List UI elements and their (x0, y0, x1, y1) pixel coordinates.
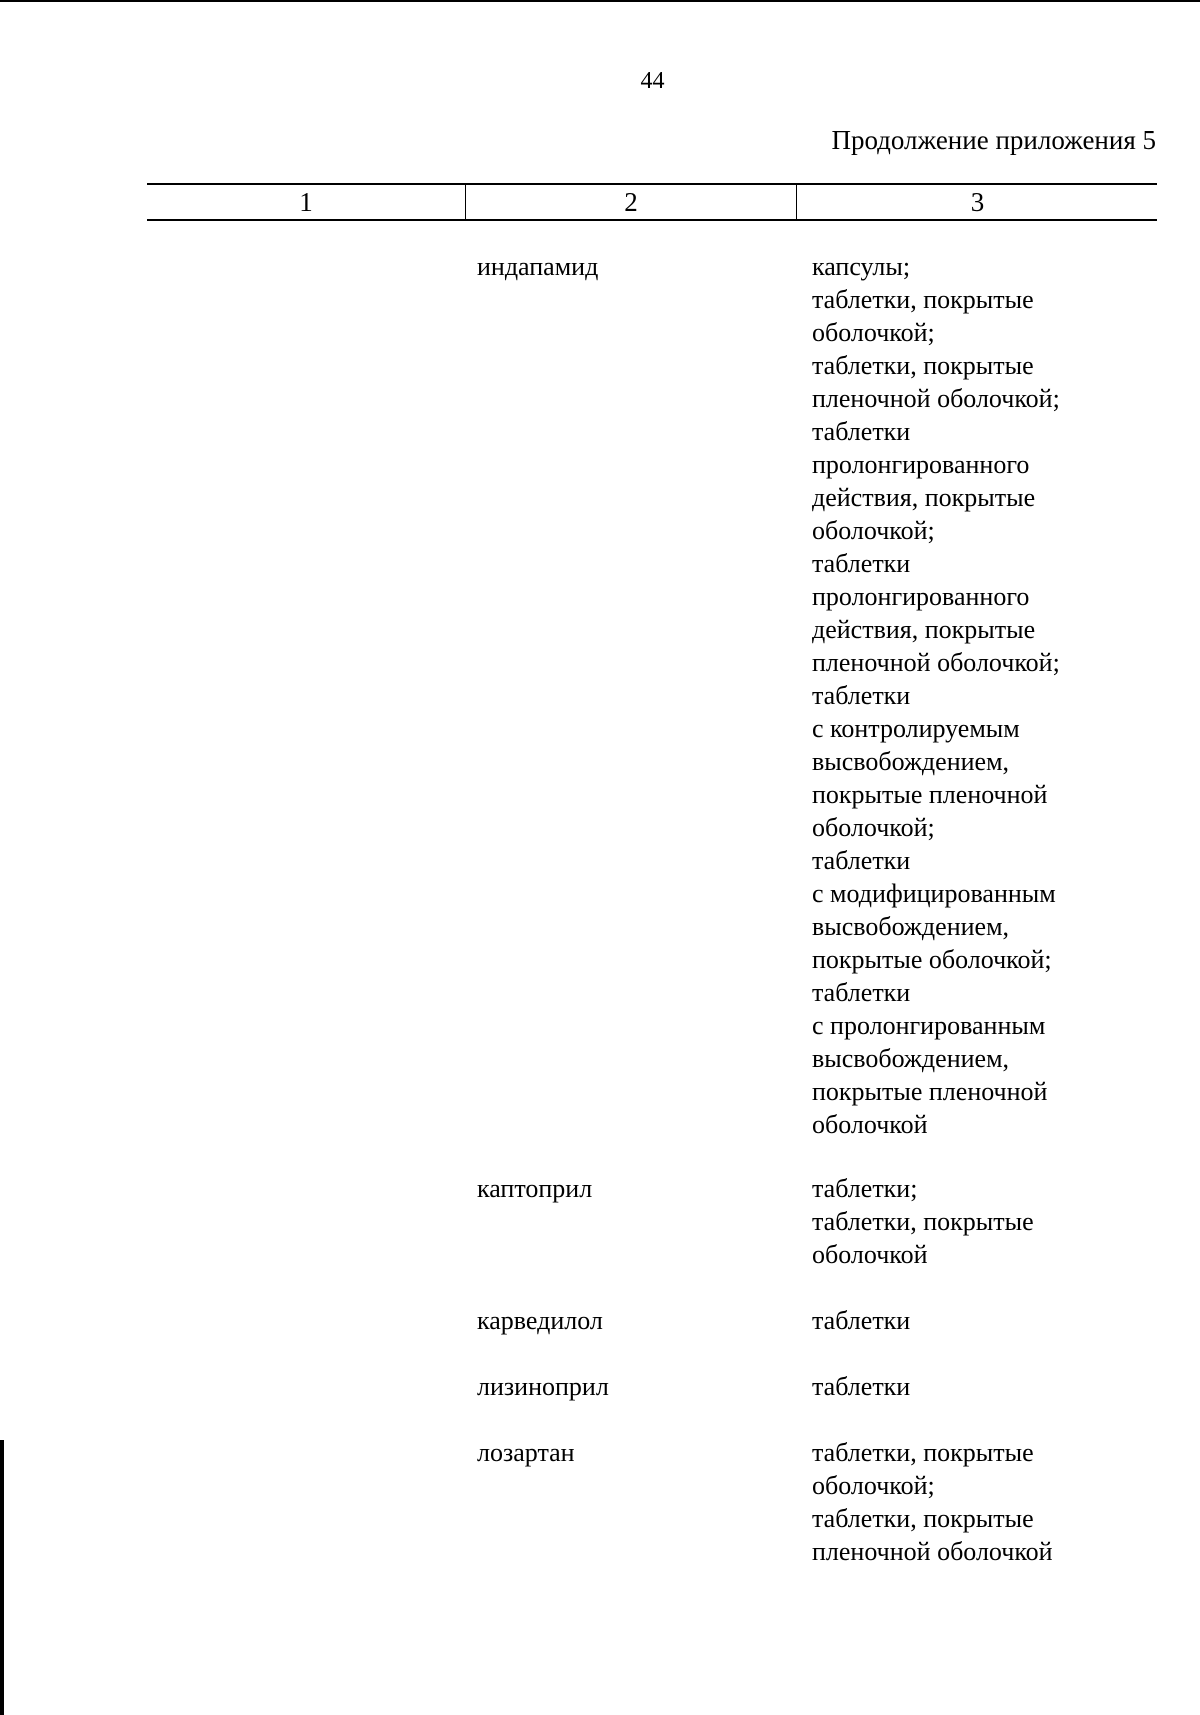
scan-edge-left (0, 1440, 4, 1715)
table-header-column-3: 3 (796, 185, 1158, 219)
drug-forms: таблетки, покрытые оболочкой; таблетки, покрытые пленочной оболочкой (812, 1438, 1053, 1566)
table-header-column-2: 2 (465, 185, 796, 219)
drug-forms: таблетки; таблетки, покрытые оболочкой (812, 1174, 1034, 1269)
drug-name: лозартан (477, 1438, 575, 1467)
drug-name: лизиноприл (477, 1372, 609, 1401)
drug-forms: таблетки (812, 1372, 911, 1401)
drug-name: карведилол (477, 1306, 603, 1335)
drug-name: каптоприл (477, 1174, 593, 1203)
table-header-column-1: 1 (299, 187, 313, 217)
drug-name: индапамид (477, 252, 599, 281)
drug-forms: таблетки (812, 1306, 911, 1335)
appendix-continuation-note: Продолжение приложения 5 (831, 125, 1156, 155)
drug-forms: капсулы; таблетки, покрытые оболочкой; таблетки, покрытые пленочной оболочкой; таблетки пролонгированного действия, покрытые оболочкой; таблетки пролонгированного действия, покрытые пленочной оболочкой; таблетки с контролируемым высвобождением, покрытые пленочной оболочкой; таблетки с модифицированным высвобождением, покрытые оболочкой; таблетки с пролонгированным высвобождением, покрытые пленочной оболочкой (812, 252, 1060, 1139)
page-number: 44 (640, 68, 665, 94)
scan-edge-top (0, 0, 1200, 2)
table-header-row (147, 183, 1157, 221)
